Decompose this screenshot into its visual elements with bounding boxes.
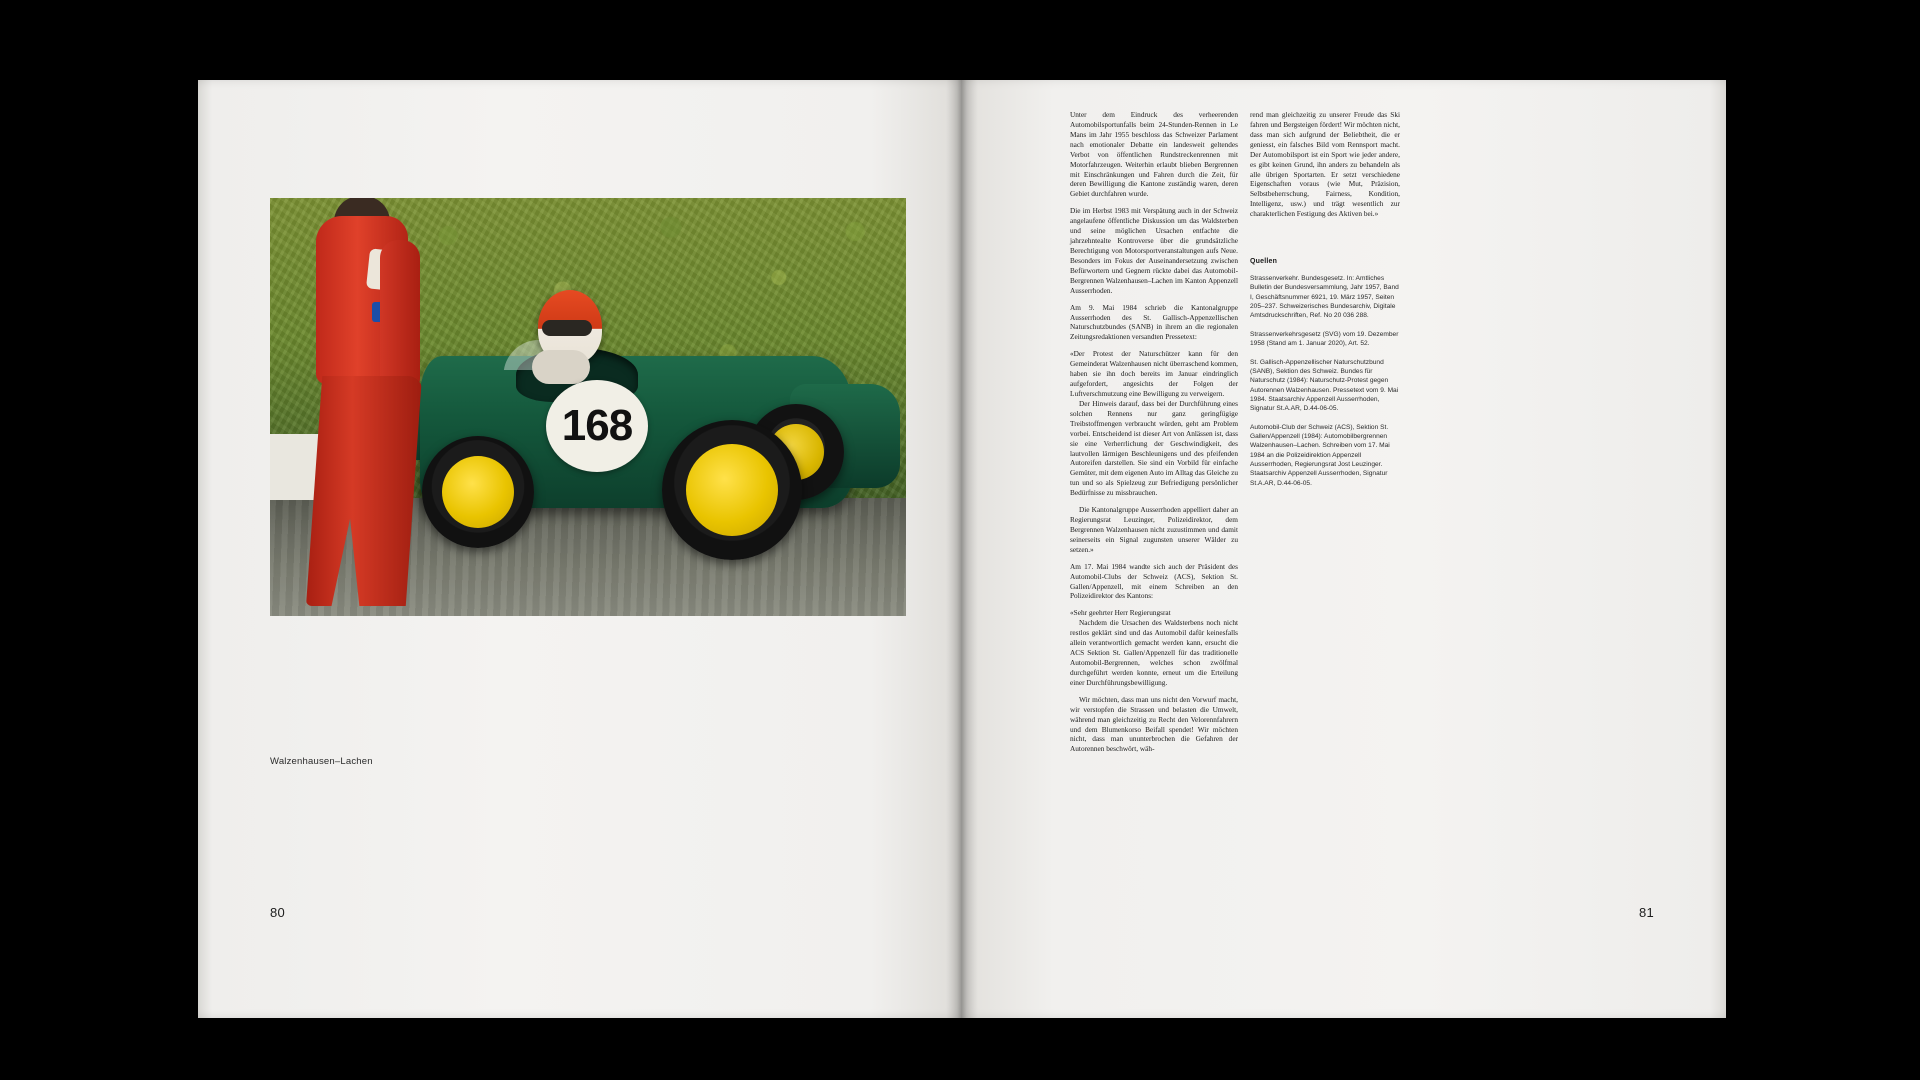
photo-hedge-background — [270, 198, 906, 616]
paragraph: Unter dem Eindruck des verheerenden Automobilsportunfalls beim 24-Stunden-Rennen in Le Mans im Jahr 1955 beschloss das Schweizer Parlament nach emotionaler Debatte ein landesweit geltendes Verbot von öffentlichen Rundstreckenrennen mit Motorfahrzeugen. Weiterhin erlaubt blieben Bergrennen mit Einschränkungen und Fahren durch die Zeit, für deren Bewilligung die Kantone zuständig waren, deren Gebiet durchfahren wurde. — [1070, 110, 1238, 199]
car-wheel-front — [422, 436, 534, 548]
main-text-column — [1070, 110, 1238, 778]
paragraph: Am 17. Mai 1984 wandte sich auch der Präsident des Automobil-Clubs der Schweiz (ACS), Sektion St. Gallen/Appenzell, mit einem Schreiben an den Polizeidirektor des Kantons: — [1070, 561, 1238, 601]
car-number: 168 — [561, 401, 633, 450]
sources-heading: Quellen — [1250, 258, 1278, 265]
man-arm — [380, 240, 420, 396]
racing-car-photo — [270, 198, 906, 616]
sources-block — [1250, 258, 1400, 497]
wheel-hub — [686, 444, 778, 536]
page-number-left: 80 — [270, 905, 286, 920]
source-entry: St. Gallisch-Appenzellischer Naturschutzbund (SANB), Sektion des Schweiz. Bundes für Naturschutz (1984): Naturschutz-Protest gegen Autorennen Walzenhausen. Pressetext vom 9. Mai 1984. Staatsarchiv Appenzell Ausserrhoden, Signatur St.A.AR, D.44-06-05. — [1250, 358, 1399, 413]
driver-visor — [542, 320, 592, 336]
paragraph: rend man gleichzeitig zu unserer Freude das Ski fahren und Bergsteigen fördert! Wir möchten nicht, dass man sich aufgrund der Beliebtheit, die er geniesst, ein falsches Bild vom Rennsport macht. Der Automobilsport ist ein Sport wie jeder andere, es gibt keinen Grund, ihn anders zu behandeln als alle übrigen Sportarten. Er setzt verschiedene Eigenschaften voraus (wie Mut, Präzision, Selbstbeherrschung, Fairness, Kondition, Intelligenz, usw.) und trägt wesentlich zur charakterlichen Festigung des Aktiven bei.» — [1250, 110, 1400, 219]
source-entry: Automobil-Club der Schweiz (ACS), Sektion St. Gallen/Appenzell (1984): Automobilbergrennen Walzenhausen–Lachen. Schreiben vom 17. Mai 1984 an die Polizeidirektion Appenzell Ausserrhoden, Regierungsrat Jost Leuzinger. Staatsarchiv Appenzell Ausserrhoden, Signatur St.A.AR, D.44-06-05. — [1250, 423, 1390, 487]
paragraph: «Sehr geehrter Herr Regierungsrat — [1070, 608, 1171, 618]
paragraph: Die Kantonalgruppe Ausserrhoden appelliert daher an Regierungsrat Leuzinger, Polizeidirektor, dem Bergrennen Walzenhausen nicht zuzustimmen und damit seinerseits ein Signal zugunsten unserer Wälder zu setzen.» — [1070, 505, 1238, 554]
car-number-roundel — [546, 380, 648, 472]
paragraph: Die im Herbst 1983 mit Verspätung auch in der Schweiz angelaufene öffentliche Diskussion um das Waldsterben und seine möglichen Ursachen entfachte die jahrzehntealte Kontroverse über die grundsätzliche Berechtigung von Motorsportveranstaltungen aufs Neue. Besonders im Fokus der Auseinandersetzung zwischen Befürwortern und Gegnern rückte dabei das Automobil-Bergrennen Walzenhausen–Lachen im Kanton Appenzell Ausserrhoden. — [1070, 206, 1238, 295]
wheel-hub — [442, 456, 514, 528]
photo-caption: Walzenhausen–Lachen — [270, 756, 373, 767]
driver-arm — [532, 350, 590, 384]
source-entry: Strassenverkehrsgesetz (SVG) vom 19. Dezember 1958 (Stand am 1. Januar 2020), Art. 52. — [1250, 330, 1399, 348]
source-entry: Strassenverkehr. Bundesgesetz. In: Amtliches Bulletin der Bundesversammlung, Jahr 1957, Band I, Geschäftsnummer 6921, 19. März 1957, Seiten 205–237. Schweizerisches Bundesarchiv, Digitale Amtsdruckschriften, Ref. No 20 036 288. — [1250, 275, 1399, 320]
paragraph: Der Hinweis darauf, dass bei der Durchführung eines solchen Rennens nur ganz geringfügige Treibstoffmengen verbraucht würden, geht am Problem vorbei. Entscheidend ist dieser Art von Anlässen ist, dass sie eine Verherrlichung der Geschwindigkeit, des lautvollen lärmigen Beschleunigens und des pfeifenden Autoreifen darstellen. Sie sind ein Vorbild für einfache Gemüter, mit dem eigenen Auto im Alltag das Gleiche zu tun und so als Spielzeug zur Befriedigung persönlicher Bedürfnisse zu missbrauchen. — [1070, 398, 1238, 498]
man-in-red-overalls — [294, 206, 430, 608]
side-text-column — [1250, 110, 1400, 226]
paragraph: Wir möchten, dass man uns nicht den Vorwurf macht, wir verstopfen die Strassen und belasten die Umwelt, während man gleichzeitig zu Recht den Velorennfahrern und dem Blumenkorso Beifall spendet! Wir möchten nicht, dass man ununterbrochen die Gefahren der Autorennen beschwört, wäh- — [1070, 694, 1238, 754]
paragraph: Nachdem die Ursachen des Waldsterbens noch nicht restlos geklärt sind und das Automobil dafür keinesfalls allein verantwortlich gemacht werden kann, ersucht die ACS Sektion St. Gallen/Appenzell für das traditionelle Automobil-Bergrennen, welches schon zwölfmal durchgeführt werden konnte, erneut um die Erteilung einer Durchführungsbewilligung. — [1070, 618, 1238, 687]
page-left — [198, 80, 962, 1018]
paragraph: «Der Protest der Naturschützer kann für den Gemeinderat Walzenhausen nicht überraschend kommen, haben sie ihn doch bereits im Januar eindringlich aufgefordert, angesichts der Folgen der Luftverschmutzung eine Bewilligung zu verweigern. — [1070, 349, 1238, 398]
man-legs — [306, 376, 422, 606]
page-number-right: 81 — [1638, 905, 1654, 920]
car-wheel-rear — [662, 420, 802, 560]
book-spread — [198, 80, 1726, 1018]
paragraph: Am 9. Mai 1984 schrieb die Kantonalgruppe Ausserrhoden des St. Gallisch-Appenzellischen Naturschutzbundes (SANB) in ihrem an die regionalen Zeitungsredaktionen versandten Pressetext: — [1070, 302, 1238, 342]
page-right — [962, 80, 1726, 1018]
